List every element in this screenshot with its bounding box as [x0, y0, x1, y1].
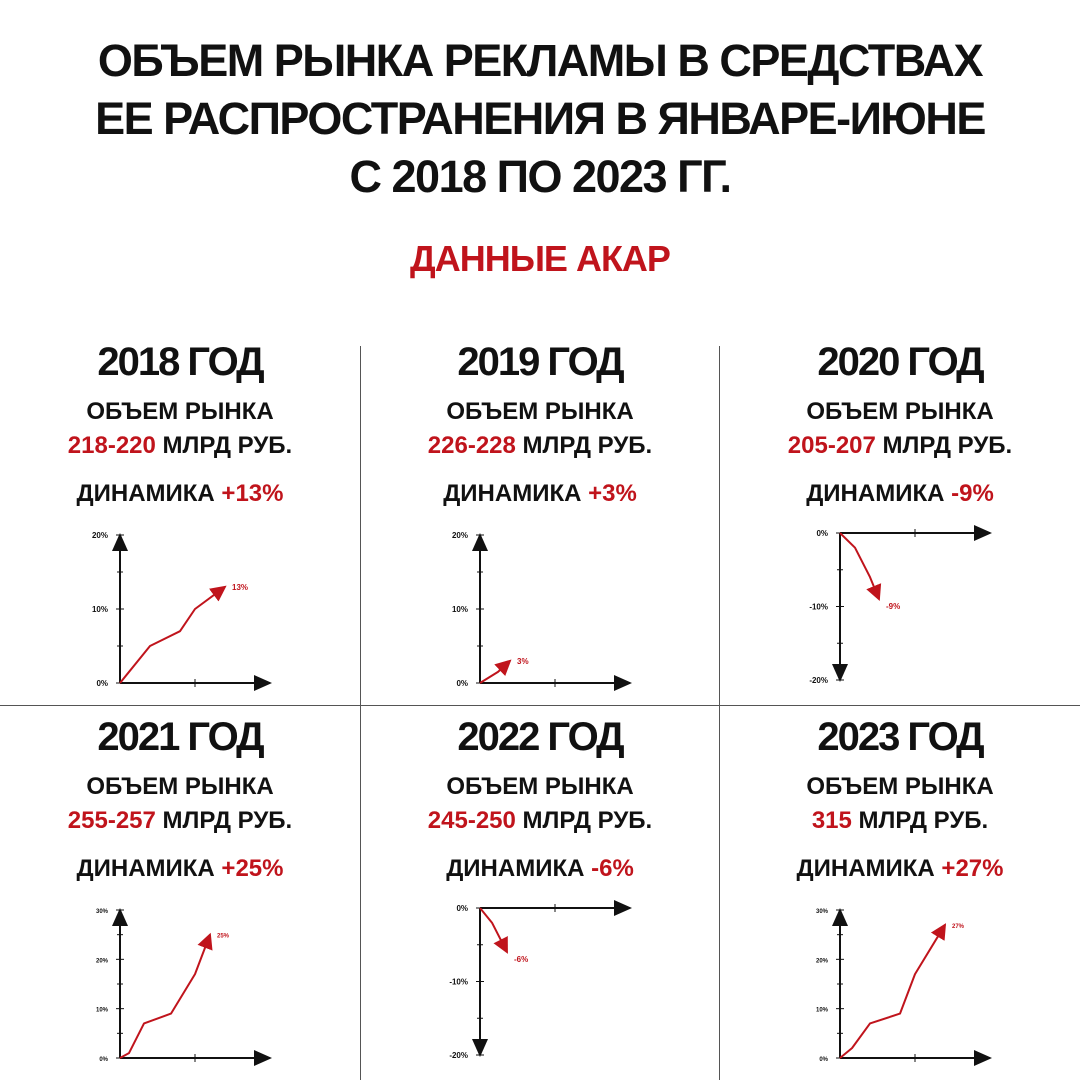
source-label: ДАННЫЕ АКАР [410, 238, 670, 279]
year-title: 2018 ГОД [97, 340, 263, 384]
dynamics-row [720, 855, 1080, 883]
dynamics-value: -6% [591, 855, 634, 882]
market-volume-row [360, 807, 720, 835]
line-chart [720, 905, 1080, 1080]
y-tick-label: 30% [95, 909, 108, 915]
dynamics-row [720, 480, 1080, 508]
end-value-label: -6% [514, 955, 529, 965]
y-tick-label: 10% [451, 605, 468, 614]
y-tick-label: 20% [815, 958, 828, 965]
market-volume-value: 315 [811, 807, 852, 834]
y-tick-label: 0% [456, 904, 468, 913]
dynamics-value: +13% [221, 480, 284, 507]
dynamics-label: ДИНАМИКА [76, 480, 215, 507]
dynamics-row [0, 480, 360, 508]
market-volume-value: 218-220 [67, 432, 156, 459]
y-tick-label: 10% [815, 1007, 828, 1014]
line-chart [360, 530, 720, 705]
market-volume-label: ОБЪЕМ РЫНКА [446, 773, 634, 800]
y-tick-label: 20% [95, 958, 108, 965]
market-volume-label: ОБЪЕМ РЫНКА [86, 398, 274, 425]
end-value-label: 13% [232, 582, 249, 592]
line-chart [0, 905, 360, 1080]
page-title-line-1: ОБЪЕМ РЫНКА РЕКЛАМЫ В СРЕДСТВАХ [97, 35, 983, 86]
page-title-line-3: С 2018 ПО 2023 ГГ. [349, 151, 731, 202]
y-tick-label: 0% [456, 679, 468, 688]
market-volume-row [720, 432, 1080, 460]
year-card-2 [720, 340, 1080, 700]
dynamics-value: +3% [588, 480, 637, 507]
y-tick-label: 0% [96, 679, 108, 688]
year-title: 2021 ГОД [97, 715, 263, 759]
unit-label: МЛРД РУБ. [882, 432, 1013, 459]
series-line [120, 935, 210, 1058]
market-volume-row [0, 807, 360, 835]
dynamics-label: ДИНАМИКА [76, 855, 215, 882]
unit-label: МЛРД РУБ. [162, 432, 293, 459]
year-card-4 [360, 715, 720, 1075]
end-value-label: 3% [517, 656, 529, 666]
dynamics-label: ДИНАМИКА [443, 480, 582, 507]
grid-divider-horizontal [0, 705, 1080, 706]
series-line [480, 908, 507, 952]
dynamics-row [360, 855, 720, 883]
market-volume-row [360, 432, 720, 460]
dynamics-value: -9% [951, 480, 994, 507]
dynamics-row [360, 480, 720, 508]
y-tick-label: -10% [449, 977, 468, 987]
market-volume-value: 245-250 [427, 807, 516, 834]
market-volume-row [720, 807, 1080, 835]
y-tick-label: -10% [809, 602, 828, 612]
market-volume-label: ОБЪЕМ РЫНКА [806, 773, 994, 800]
unit-label: МЛРД РУБ. [522, 432, 653, 459]
line-chart [720, 530, 1080, 705]
year-card-0 [0, 340, 360, 700]
y-tick-label: 20% [451, 531, 468, 540]
market-volume-value: 255-257 [67, 807, 156, 834]
market-volume-row [0, 432, 360, 460]
y-tick-label: 20% [91, 531, 108, 540]
title-block [0, 32, 1080, 206]
end-value-label: 25% [217, 933, 230, 940]
dynamics-label: ДИНАМИКА [796, 855, 935, 882]
y-tick-label: 0% [816, 529, 828, 538]
y-tick-label: 0% [99, 1057, 108, 1063]
line-chart [360, 905, 720, 1080]
dynamics-value: +27% [941, 855, 1004, 882]
end-value-label: -9% [886, 602, 901, 612]
y-tick-label: 0% [819, 1057, 828, 1063]
y-tick-label: -20% [809, 676, 828, 685]
year-card-3 [0, 715, 360, 1075]
unit-label: МЛРД РУБ. [522, 807, 653, 834]
page-title-line-2: ЕЕ РАСПРОСТРАНЕНИЯ В ЯНВАРЕ-ИЮНЕ [95, 93, 985, 144]
series-line [480, 661, 510, 683]
unit-label: МЛРД РУБ. [162, 807, 293, 834]
year-title: 2020 ГОД [817, 340, 983, 384]
year-title: 2023 ГОД [817, 715, 983, 759]
y-tick-label: 10% [91, 605, 108, 614]
y-tick-label: 10% [95, 1007, 108, 1014]
year-card-5 [720, 715, 1080, 1075]
series-line [840, 533, 879, 599]
end-value-label: 27% [952, 923, 965, 930]
market-volume-value: 205-207 [787, 432, 876, 459]
market-volume-label: ОБЪЕМ РЫНКА [86, 773, 274, 800]
dynamics-label: ДИНАМИКА [446, 855, 585, 882]
market-volume-value: 226-228 [427, 432, 516, 459]
dynamics-value: +25% [221, 855, 284, 882]
year-title: 2022 ГОД [457, 715, 623, 759]
year-card-1 [360, 340, 720, 700]
unit-label: МЛРД РУБ. [858, 807, 989, 834]
market-volume-label: ОБЪЕМ РЫНКА [806, 398, 994, 425]
dynamics-row [0, 855, 360, 883]
series-line [840, 925, 945, 1058]
y-tick-label: -20% [449, 1051, 468, 1060]
series-line [120, 587, 225, 683]
y-tick-label: 30% [815, 909, 828, 915]
year-title: 2019 ГОД [457, 340, 623, 384]
dynamics-label: ДИНАМИКА [806, 480, 945, 507]
market-volume-label: ОБЪЕМ РЫНКА [446, 398, 634, 425]
line-chart [0, 530, 360, 705]
